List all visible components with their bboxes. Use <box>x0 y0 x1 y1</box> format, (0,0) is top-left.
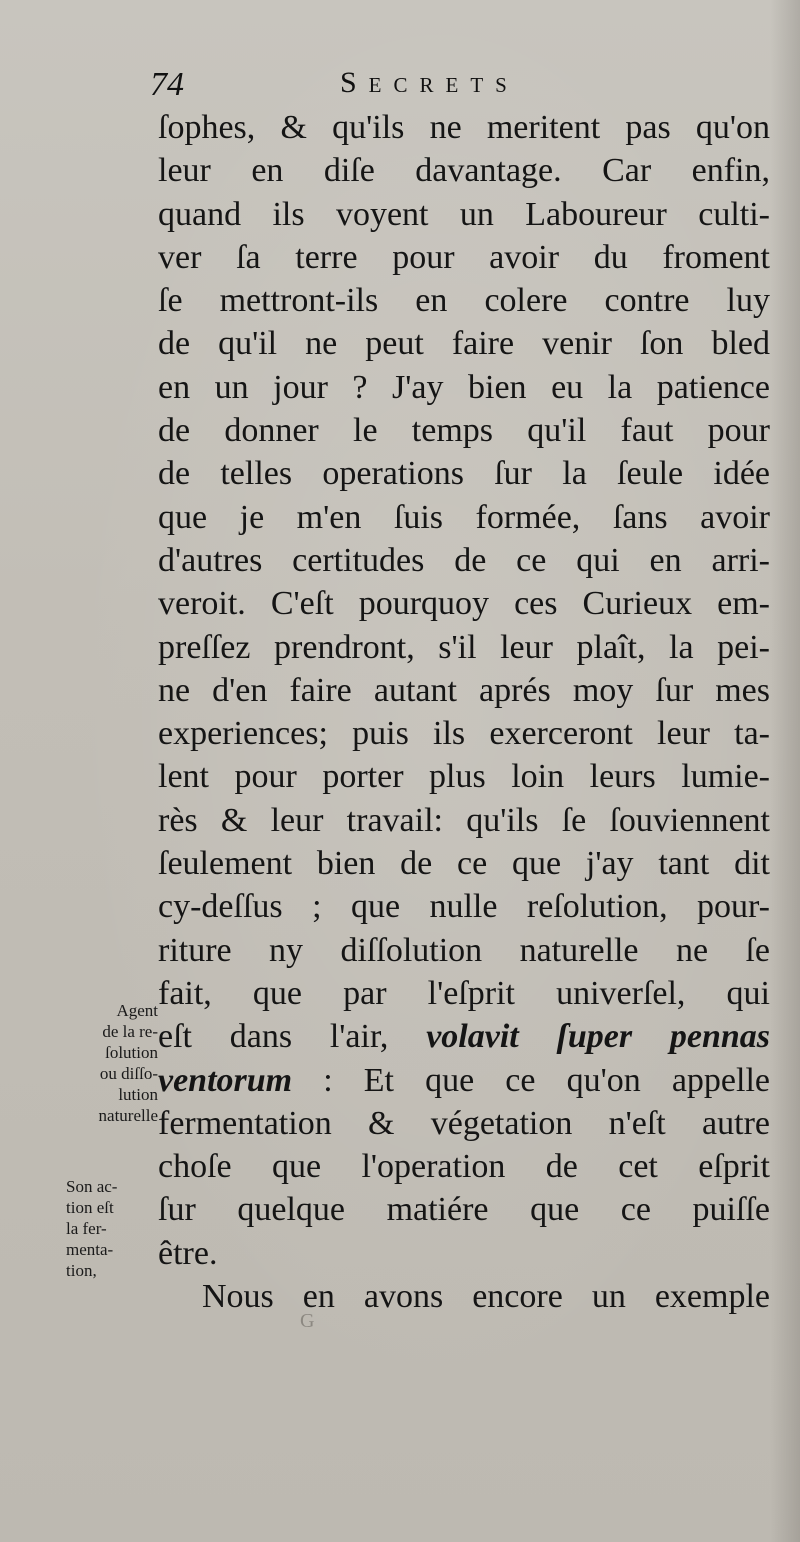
margin-note-line: lution <box>118 1085 158 1104</box>
margin-note-line: menta- <box>66 1240 114 1259</box>
text-line: d'autres certitudes de ce qui en arri- <box>158 541 770 579</box>
running-head: Secrets <box>340 66 519 99</box>
text-line-paragraph-start: Nous en avons encore un exemple <box>202 1278 770 1316</box>
text-line: ſeulement bien de ce que j'ay tant dit <box>158 845 770 883</box>
margin-note-line: Son ac- <box>66 1177 118 1196</box>
text-line: ne d'en faire autant aprés moy ſur mes <box>158 671 770 709</box>
text-line: quand ils voyent un Laboureur culti- <box>158 195 770 233</box>
text-line: riture ny diſſolution naturelle ne ſe <box>158 931 770 969</box>
margin-note-line: tion eſt <box>66 1198 114 1217</box>
text-line: veroit. C'eſt pourquoy ces Curieux em- <box>158 585 770 623</box>
text-line: ſophes, & qu'ils ne meritent pas qu'on <box>158 109 770 146</box>
text-line: lent pour porter plus loin leurs lumie- <box>158 758 770 796</box>
margin-note-action <box>66 1176 162 1281</box>
text-line: experiences; puis ils exerceront leur ta- <box>158 715 770 753</box>
margin-note-line: ou diſſo- <box>99 1064 158 1083</box>
text-fragment: : Et que ce qu'on appelle <box>323 1061 770 1099</box>
signature-mark: G <box>300 1310 315 1332</box>
margin-note-agent <box>62 1000 158 1126</box>
text-line: que je m'en ſuis formée, ſans avoir <box>158 498 770 536</box>
text-line: preſſez prendront, s'il leur plaît, la pei- <box>158 628 770 666</box>
page-number: 74 <box>150 66 184 103</box>
margin-note-line: de la re- <box>102 1022 158 1041</box>
text-line: fait, que par l'eſprit univerſel, qui <box>158 974 770 1012</box>
text-line: choſe que l'operation de cet eſprit <box>158 1148 770 1186</box>
text-line-latin <box>158 1015 770 1058</box>
page-header <box>150 66 770 110</box>
text-line: être. <box>158 1234 218 1272</box>
margin-note-line: la fer- <box>66 1219 107 1238</box>
text-line: ſur quelque matiére que ce puiſſe <box>158 1191 770 1229</box>
margin-note-line: naturelle <box>98 1106 158 1125</box>
latin-quote: ventorum <box>158 1061 293 1099</box>
text-line: de telles operations ſur la ſeule idée <box>158 455 770 493</box>
page-edge-shadow <box>770 0 800 1542</box>
text-line: en un jour ? J'ay bien eu la patience <box>158 368 770 406</box>
text-line: fermentation & végetation n'eſt autre <box>158 1104 770 1142</box>
text-line: ver ſa terre pour avoir du froment <box>158 238 770 276</box>
text-line: leur en diſe davantage. Car enfin, <box>158 152 770 190</box>
margin-note-line: tion, <box>66 1261 97 1280</box>
latin-quote: volavit ſuper pennas <box>426 1018 770 1056</box>
text-fragment: eſt dans l'air, <box>158 1018 389 1056</box>
text-line: ſe mettront-ils en colere contre luy <box>158 282 770 320</box>
text-line: de donner le temps qu'il faut pour <box>158 412 770 450</box>
body-text <box>158 106 770 1318</box>
text-line: de qu'il ne peut faire venir ſon bled <box>158 325 770 363</box>
text-line: cy-deſſus ; que nulle reſolution, pour- <box>158 888 770 926</box>
margin-note-line: Agent <box>116 1001 158 1020</box>
margin-note-line: ſolution <box>105 1043 158 1062</box>
text-line-latin <box>158 1059 770 1102</box>
text-line: rès & leur travail: qu'ils ſe ſouviennent <box>158 801 770 839</box>
